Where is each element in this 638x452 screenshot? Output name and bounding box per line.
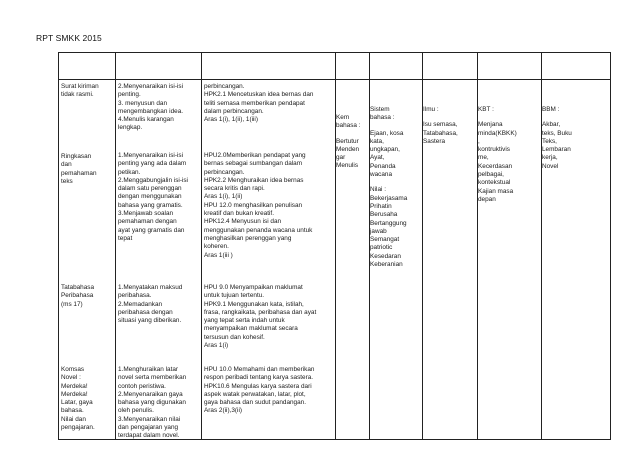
text-line: novel serta memberikan (118, 374, 187, 382)
text-line: pengajaran. (61, 424, 95, 432)
text-line: Bertanggung (370, 219, 407, 227)
row-spacer-cell (478, 53, 542, 80)
row-spacer-cell (423, 53, 478, 80)
text-line: teliti semasa memberikan pendapat (204, 99, 305, 107)
text-line: respon peribadi tentang karya sastera. (204, 374, 314, 382)
text-line: pemahaman dengan (118, 218, 177, 226)
text-line: 3.Menjawab soalan (118, 210, 174, 218)
document-title: RPT SMKK 2015 (36, 33, 102, 43)
text-line: Sastera (423, 137, 446, 145)
topic-block (61, 366, 113, 432)
language-system-column (370, 80, 423, 440)
objective-block (118, 284, 199, 325)
text-line: HPK12.4 Menyusun isi dan (204, 218, 282, 226)
text-line: Merdeka! (61, 390, 88, 398)
text-line: Ringkasan (61, 153, 92, 160)
text-line: frasa, rangkaikata, peribahasa dan ayat (204, 308, 317, 316)
text-line: 2.Memadankan (118, 300, 163, 308)
row-spacer-cell (59, 53, 116, 80)
text-line: menghasilkan perenggan yang (204, 234, 292, 242)
text-line: bahasa yang gramatis. (118, 201, 183, 209)
text-line: BBM : (542, 106, 560, 113)
text-line: kontekstual (478, 179, 511, 187)
text-line: Peribahasa (61, 292, 94, 300)
text-line: 1.Menghuraikan latar (118, 366, 179, 373)
text-line: Bekerjasama (370, 194, 408, 202)
outcome-block (204, 284, 333, 350)
text-line: HPU 12.0 menghasilkan penulisan (204, 201, 303, 209)
objective-block (118, 366, 199, 441)
text-line: gar (336, 154, 346, 162)
text-line: Bertutur (336, 137, 359, 145)
text-line: Kajian masa (478, 187, 514, 195)
text-line: Nilai dan (61, 415, 86, 423)
text-line: bahasa : (370, 114, 395, 122)
text-line: secara kritis dan rapi. (204, 185, 265, 193)
text-line: Lembaran (542, 146, 571, 154)
text-line: HPK2.1 Mencetuskan idea bernas dan (204, 91, 314, 99)
text-line: pemahaman (61, 169, 97, 177)
text-line: kerja, (542, 154, 558, 162)
text-line: 2.Menyenaraikan isi-isi (118, 83, 183, 90)
text-line: terdapat dalam novel. (118, 432, 180, 440)
text-line: perbincangan. (204, 83, 245, 90)
row-spacer-cell (116, 53, 202, 80)
text-line: Nilai : (370, 186, 386, 194)
text-line: bahasa. (61, 407, 84, 415)
text-line: Novel (542, 162, 559, 170)
knowledge-column (423, 80, 478, 440)
text-line: HPK10.6 Mengulas karya sastera dari (204, 382, 312, 390)
text-line: Kesedaran (370, 252, 401, 260)
text-line: menyampaikan maklumat secara (204, 325, 298, 333)
text-line: tidak rasmi. (61, 91, 94, 99)
topic-block (61, 284, 113, 309)
text-line: kontruktivis (478, 146, 510, 154)
topic-block (61, 153, 113, 186)
text-line: Teks, (542, 137, 557, 145)
text-line: Ilmu : (423, 106, 439, 113)
text-line: 3. menyusun dan (118, 99, 168, 107)
text-line: pelbagai, (478, 171, 504, 179)
text-line: penting. (118, 91, 141, 99)
row-spacer-cell (542, 53, 611, 80)
text-line: peribahasa dengan (118, 308, 173, 316)
text-line: kreatif dan bukan kreatif. (204, 210, 274, 218)
text-line: dengan menggunakan (118, 193, 182, 201)
text-line: bahasa yang digunakan (118, 399, 186, 407)
bbm-column (542, 80, 611, 440)
text-line: Menjana (478, 121, 503, 129)
text-line: Berusaha (370, 211, 398, 219)
text-line: peribahasa. (118, 292, 152, 300)
text-line: dalam perbincangan. (204, 107, 264, 115)
text-line: tepat (118, 234, 133, 242)
text-line: ayat yang gramatis dan (118, 226, 185, 234)
text-line: jawab (370, 227, 387, 235)
row-spacer-cell (336, 53, 370, 80)
text-line: Keberanian (370, 261, 403, 269)
text-line: 2.Menggabungjalin isi-isi (118, 176, 188, 184)
outcome-block (204, 83, 333, 124)
text-line: menggunakan penanda wacana untuk (204, 226, 313, 234)
text-line: HPU 9.0 Menyampaikan maklumat (204, 284, 303, 291)
text-line: Ayat, (370, 154, 385, 162)
text-line: penting yang ada dalam (118, 160, 187, 168)
knowledge-text (423, 80, 477, 146)
text-line: Isu semasa, (423, 121, 458, 129)
objective-block (118, 152, 199, 243)
text-line: dan (61, 161, 72, 169)
text-line: kata, (370, 137, 384, 145)
text-line: Aras 1(i), 1(ii), 1(iii) (204, 116, 258, 124)
text-line: koheren. (204, 243, 229, 251)
text-line: Prihatin (370, 202, 392, 210)
text-line: 1.Menyatakan maksud (118, 284, 183, 291)
text-line: Kem (336, 114, 350, 121)
text-line: gaya bahasa dan sudut pandangan. (204, 399, 306, 407)
text-line: tersusun dan kohesif. (204, 333, 265, 341)
text-line: bahasa : (336, 122, 361, 130)
kbt-column (478, 80, 542, 440)
text-line: dan pengajaran yang (118, 424, 179, 432)
text-line: HPU2.0Memberikan pendapat yang (204, 152, 306, 159)
text-line: teks, Buku (542, 129, 572, 137)
text-line: ungkapan, (370, 146, 400, 154)
text-line: Menden (336, 145, 360, 153)
text-line: aspek watak perwatakan, latar, plot, (204, 390, 306, 398)
skills-column (336, 80, 370, 440)
text-line: lengkap. (118, 124, 143, 132)
skills-text (336, 80, 369, 171)
text-line: petikan. (118, 168, 141, 176)
text-line: Ejaan, kosa (370, 129, 404, 137)
topic-block (61, 83, 113, 100)
text-line: contoh peristiwa. (118, 382, 166, 390)
text-line: (ms 17) (61, 300, 83, 308)
outcome-block (204, 366, 333, 416)
text-line (542, 114, 610, 121)
text-line: Komsas (61, 366, 85, 373)
outcome-block (204, 152, 333, 260)
bbm-text (542, 80, 610, 171)
learning-outcomes-column (202, 80, 336, 440)
text-line: yang tepat serta indah untuk (204, 317, 285, 325)
text-line: me, (478, 154, 489, 162)
text-line: depan (478, 195, 496, 203)
text-line: 1.Menyenaraikan isi-isi (118, 152, 183, 159)
text-line: minda(KBKK) (478, 129, 517, 137)
text-line: Aras 1(iii ) (204, 251, 233, 259)
kbt-text (478, 80, 541, 204)
text-line: HPU 10.0 Memahami dan memberikan (204, 366, 315, 373)
text-line (370, 123, 422, 130)
text-line: Aras 1(i) (204, 342, 229, 350)
text-line: Akbar, (542, 121, 561, 129)
text-line: HPK9.1 Menggunakan kata, istilah, (204, 300, 304, 308)
lesson-plan-table (58, 52, 611, 440)
text-line: Surat kiriman (61, 83, 99, 90)
text-line: 2.Menyenaraikan gaya (118, 390, 183, 398)
text-line: oleh penulis. (118, 407, 154, 415)
text-line: Kecerdasan (478, 162, 513, 170)
text-line: Semangat (370, 236, 400, 244)
text-line: untuk tujuan tertentu. (204, 292, 265, 300)
objectives-column (116, 80, 202, 440)
text-line: 4.Menulis karangan (118, 116, 174, 124)
row-spacer-cell (202, 53, 336, 80)
text-line: perbincangan. (204, 168, 245, 176)
text-line: Latar, gaya (61, 399, 93, 407)
text-line (478, 114, 541, 121)
text-line: 3.Menyenaraikan nilai (118, 415, 181, 423)
text-line: teks (61, 177, 73, 185)
text-line (423, 114, 477, 121)
language-system-text (370, 80, 422, 269)
topic-column (59, 80, 116, 440)
text-line: , (478, 137, 480, 145)
text-line: HPK2.2 Menghuraikan idea bernas (204, 176, 304, 184)
text-line: patriotic (370, 244, 393, 252)
text-line: Tatabahasa (61, 284, 95, 291)
objective-block (118, 83, 199, 133)
text-line: Novel : (61, 374, 81, 382)
text-line (336, 131, 369, 138)
text-line: mengembangkan idea. (118, 107, 184, 115)
text-line: Sistem (370, 106, 390, 113)
text-line: wacana (370, 171, 393, 179)
text-line: Aras 2(ii),3(ii) (204, 407, 242, 415)
text-line: Menulis (336, 162, 359, 170)
text-line: Aras 1(i), 1(ii) (204, 193, 243, 201)
text-line: bernas sebagai sumbangan dalam (204, 160, 303, 168)
text-line: dalam satu perenggan (118, 185, 182, 193)
text-line: Tatabahasa, (423, 129, 458, 137)
row-spacer-cell (370, 53, 423, 80)
text-line: KBT : (478, 106, 494, 113)
text-line: situasi yang diberikan. (118, 317, 182, 325)
text-line: Penanda (370, 162, 396, 170)
text-line (370, 179, 422, 186)
text-line: Merdeka! (61, 382, 88, 390)
